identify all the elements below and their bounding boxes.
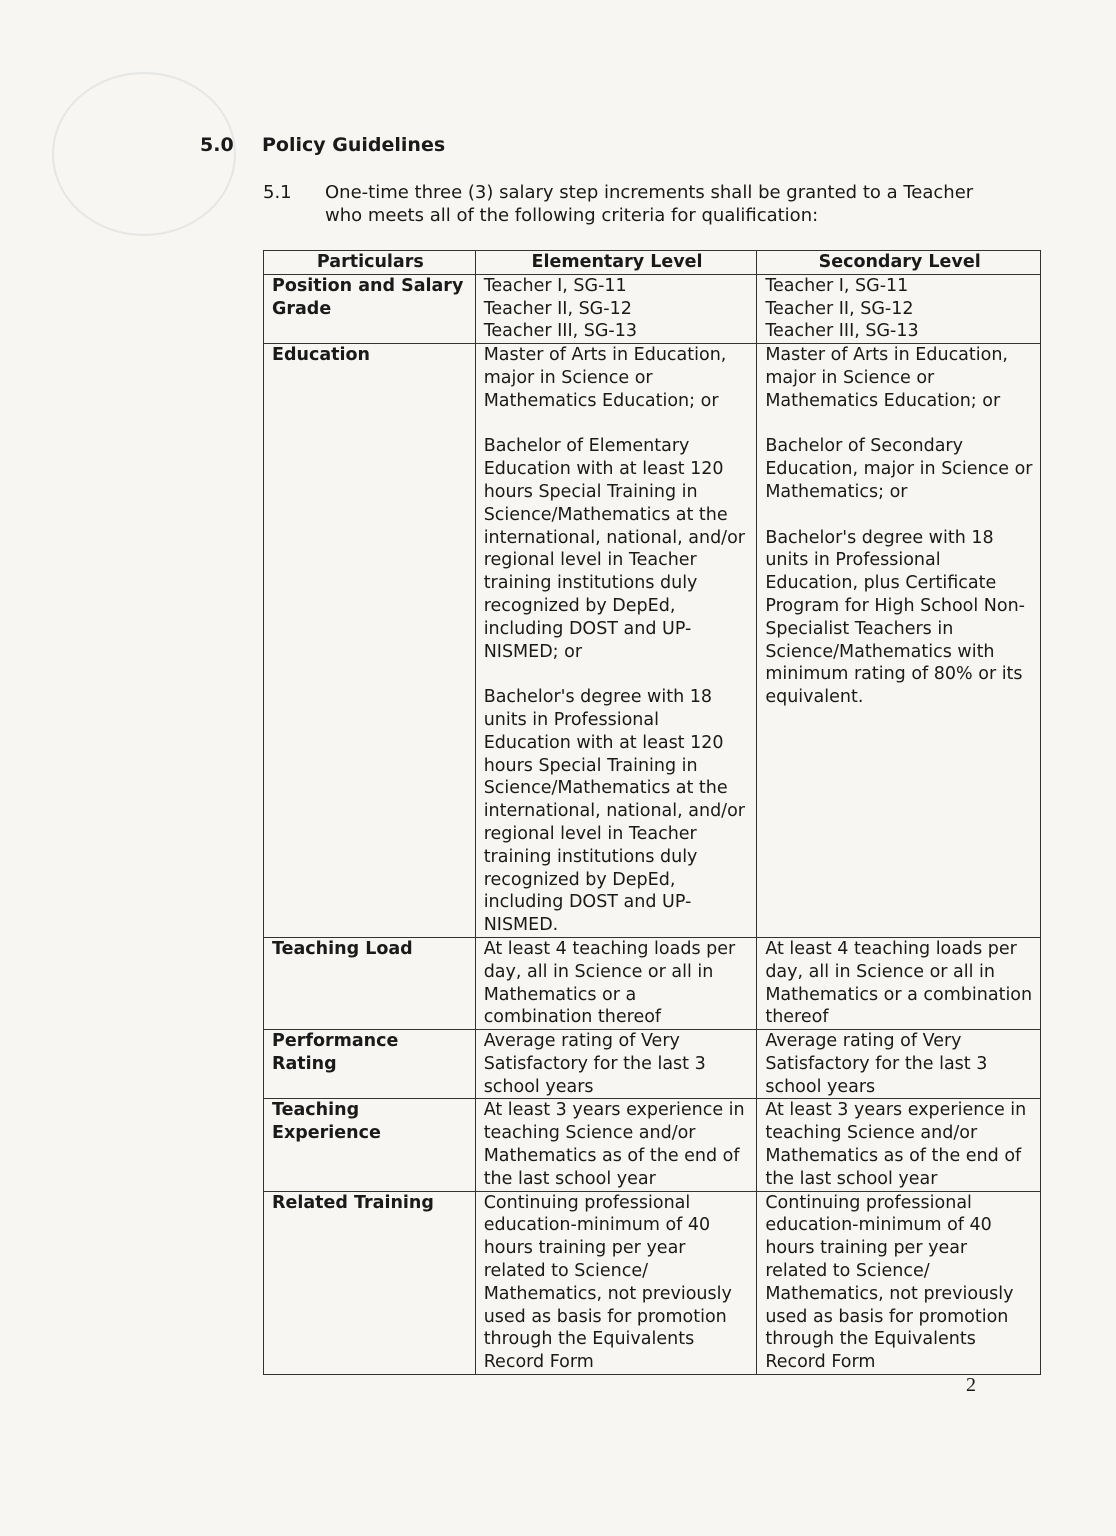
section-heading: [200, 134, 445, 156]
elementary-paragraph: Average rating of Very Satisfactory for the last 3 school years: [483, 1031, 706, 1097]
secondary-paragraph: Continuing professional education-minimum of 40 hours training per year related to Science/ Mathematics, not previously used as basis for promotion through the Equivalents Record Form: [765, 1192, 1014, 1373]
elementary-paragraph: Teacher I, SG-11 Teacher II, SG-12 Teacher III, SG-13: [483, 275, 637, 342]
header-particulars: Particulars: [264, 251, 476, 275]
secondary-paragraph: At least 3 years experience in teaching Science and/or Mathematics as of the end of the last school year: [765, 1100, 1027, 1189]
row-secondary-cell: [757, 344, 1041, 938]
table-row: [264, 1030, 1041, 1099]
header-elementary-level: Elementary Level: [475, 251, 757, 275]
elementary-paragraph: At least 4 teaching loads per day, all in Science or all in Mathematics or a combination thereof: [483, 938, 736, 1028]
row-secondary-cell: [757, 1030, 1041, 1099]
row-secondary-cell: [757, 1099, 1041, 1191]
secondary-paragraph: Teacher I, SG-11 Teacher II, SG-12 Teacher III, SG-13: [765, 275, 919, 342]
subsection-number: 5.1: [263, 182, 292, 203]
secondary-paragraph: At least 4 teaching loads per day, all in Science or all in Mathematics or a combination thereof: [765, 938, 1033, 1028]
row-elementary-cell: [475, 937, 757, 1029]
table-row: [264, 1191, 1041, 1374]
row-secondary-cell: [757, 274, 1041, 343]
elementary-paragraph: At least 3 years experience in teaching Science and/or Mathematics as of the end of the last school year: [483, 1100, 745, 1189]
elementary-paragraph: Master of Arts in Education, major in Science or Mathematics Education; or: [483, 345, 727, 411]
table-header-row: [264, 251, 1041, 275]
page-number: 2: [966, 1374, 976, 1396]
elementary-paragraph: Bachelor's degree with 18 units in Professional Education with at least 120 hours Special Training in Science/Mathematics at the international, national, and/or regional level in Teacher training institutions duly recognized by DepEd, including DOST and UP-NISMED.: [483, 687, 745, 936]
table-row: [264, 274, 1041, 343]
secondary-paragraph: Bachelor's degree with 18 units in Professional Education, plus Certificate Program for High School Non-Specialist Teachers in Science/Mathematics with minimum rating of 80% or its equivalent.: [765, 527, 1025, 708]
table-row: [264, 344, 1041, 938]
row-elementary-cell: [475, 1030, 757, 1099]
row-particular: Teaching Experience: [264, 1099, 476, 1191]
subsection-5-1: [263, 181, 1003, 227]
row-elementary-cell: [475, 344, 757, 938]
row-particular: Performance Rating: [264, 1030, 476, 1099]
secondary-paragraph: Bachelor of Secondary Education, major in Science or Mathematics; or: [765, 436, 1033, 502]
section-title: Policy Guidelines: [262, 134, 446, 156]
elementary-paragraph: Bachelor of Elementary Education with at least 120 hours Special Training in Science/Mathematics at the international, national, and/or regional level in Teacher training institutions duly recognized by DepEd, including DOST and UP-NISMED; or: [483, 436, 745, 662]
criteria-table: [263, 250, 1041, 1375]
section-number: 5.0: [200, 134, 234, 156]
secondary-paragraph: Master of Arts in Education, major in Science or Mathematics Education; or: [765, 345, 1008, 411]
elementary-paragraph: Continuing professional education-minimum of 40 hours training per year related to Science/ Mathematics, not previously used as basis for promotion through the Equivalents Record Form: [483, 1192, 732, 1373]
row-elementary-cell: [475, 1191, 757, 1374]
table-row: [264, 937, 1041, 1029]
row-particular: Related Training: [264, 1191, 476, 1374]
row-elementary-cell: [475, 274, 757, 343]
row-secondary-cell: [757, 1191, 1041, 1374]
subsection-text: One-time three (3) salary step increments shall be granted to a Teacher who meets all of the following criteria for qualification:: [325, 182, 974, 226]
row-secondary-cell: [757, 937, 1041, 1029]
table-row: [264, 1099, 1041, 1191]
header-secondary-level: Secondary Level: [757, 251, 1041, 275]
row-elementary-cell: [475, 1099, 757, 1191]
row-particular: Teaching Load: [264, 937, 476, 1029]
row-particular: Education: [264, 344, 476, 938]
secondary-paragraph: Average rating of Very Satisfactory for the last 3 school years: [765, 1031, 988, 1097]
row-particular: Position and Salary Grade: [264, 274, 476, 343]
